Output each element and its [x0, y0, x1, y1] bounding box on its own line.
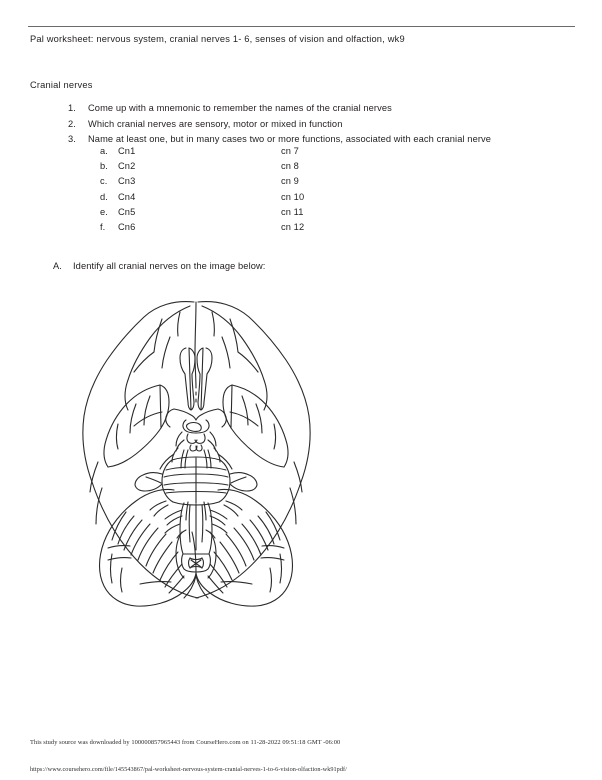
list-item: [100, 222, 520, 237]
list-marker: A.: [53, 261, 62, 271]
list-item: [100, 146, 520, 161]
list-item: [68, 119, 568, 135]
list-marker: 2.: [68, 118, 76, 129]
lettered-question-list: [53, 261, 553, 271]
list-marker: b.: [100, 161, 108, 172]
nerve-label-right: cn 9: [281, 176, 299, 187]
brain-inferior-view-figure: [62, 292, 342, 622]
list-item: [100, 161, 520, 176]
download-notice: This study source was downloaded by 100000857965443 from CourseHero.com on 11-28-2022 09:51:18 GMT -06:00: [30, 739, 341, 746]
nerve-label-right: cn 8: [281, 161, 299, 172]
list-marker: c.: [100, 176, 108, 187]
list-marker: 1.: [68, 103, 76, 113]
nerve-label-right: cn 7: [281, 146, 299, 156]
nerve-label-right: cn 11: [281, 206, 304, 217]
list-item: [100, 176, 520, 191]
list-item-text: Identify all cranial nerves on the image below:: [73, 261, 266, 271]
list-marker: 3.: [68, 134, 76, 144]
list-marker: d.: [100, 191, 108, 202]
list-marker: e.: [100, 206, 108, 217]
list-item-text: Come up with a mnemonic to remember the names of the cranial nerves: [88, 103, 392, 113]
nerve-label-left: Cn6: [118, 221, 136, 232]
list-marker: f.: [100, 221, 106, 232]
list-item: [68, 103, 568, 119]
cranial-nerve-sublist: [100, 146, 520, 237]
page-title: Pal worksheet: nervous system, cranial nerves 1- 6, senses of vision and olfaction, wk9: [30, 34, 405, 44]
nerve-label-right: cn 12: [281, 221, 305, 232]
nerve-label-left: Cn4: [118, 191, 136, 202]
list-item-text: Which cranial nerves are sensory, motor or mixed in function: [88, 118, 343, 129]
list-item: [53, 261, 553, 271]
numbered-question-list: [68, 103, 568, 150]
list-item: [100, 192, 520, 207]
list-item-text: Name at least one, but in many cases two or more functions, associated with each cranial nerve: [88, 134, 492, 144]
list-item: [100, 207, 520, 222]
temporal-lobes: [104, 385, 288, 467]
section-heading-cranial-nerves: Cranial nerves: [30, 80, 93, 90]
nerve-label-left: Cn3: [118, 176, 136, 187]
optic-chiasm-and-nerves: [166, 409, 227, 446]
nerve-label-left: Cn1: [118, 146, 136, 156]
list-marker: a.: [100, 146, 108, 156]
hypothalamus-and-mammillary-bodies: [176, 434, 216, 451]
header-divider: [28, 26, 575, 27]
nerve-label-right: cn 10: [281, 191, 305, 202]
midbrain-and-pons: [162, 448, 230, 505]
nerve-label-left: Cn2: [118, 161, 136, 172]
nerve-label-left: Cn5: [118, 206, 136, 217]
source-url[interactable]: https://www.coursehero.com/file/145543867/pal-worksheet-nervous-system-cranial-nerves-1-to-6-vision-olfaction-wk91pdf/: [30, 766, 347, 773]
